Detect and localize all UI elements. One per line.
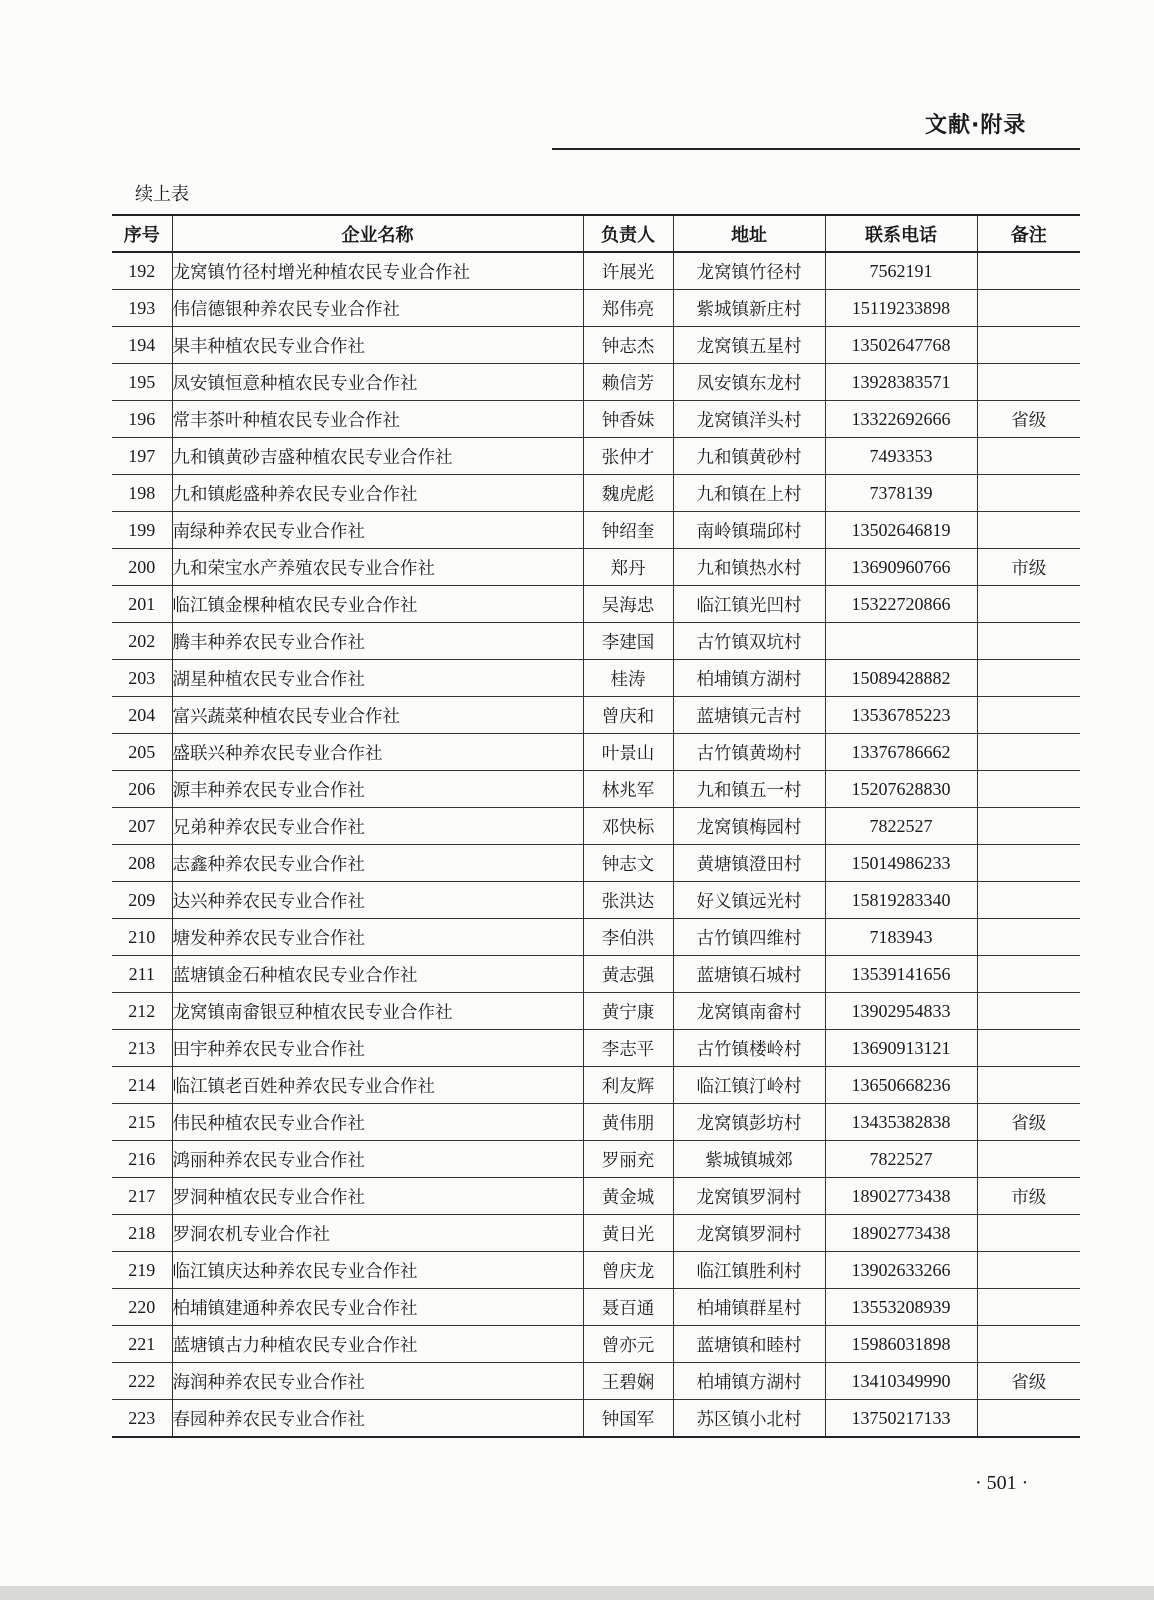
cell-serial-number: 193	[112, 290, 172, 327]
cell-person-in-charge: 许展光	[583, 252, 673, 290]
cell-person-in-charge: 钟香妹	[583, 401, 673, 438]
cell-remarks	[977, 956, 1080, 993]
table-row	[112, 364, 1080, 401]
cell-remarks: 省级	[977, 401, 1080, 438]
cell-company-name: 柏埔镇建通种养农民专业合作社	[172, 1289, 583, 1326]
cell-company-name: 湖星种植农民专业合作社	[172, 660, 583, 697]
cell-phone: 7562191	[825, 252, 977, 290]
cell-remarks	[977, 845, 1080, 882]
cell-person-in-charge: 黄日光	[583, 1215, 673, 1252]
cell-address: 凤安镇东龙村	[673, 364, 825, 401]
cell-serial-number: 205	[112, 734, 172, 771]
table-row	[112, 549, 1080, 586]
cell-person-in-charge: 魏虎彪	[583, 475, 673, 512]
cell-serial-number: 221	[112, 1326, 172, 1363]
cell-address: 龙窝镇梅园村	[673, 808, 825, 845]
table-row	[112, 401, 1080, 438]
cell-remarks	[977, 1326, 1080, 1363]
table-row	[112, 956, 1080, 993]
cell-remarks	[977, 512, 1080, 549]
table-row	[112, 290, 1080, 327]
cell-remarks	[977, 1141, 1080, 1178]
cell-remarks: 省级	[977, 1363, 1080, 1400]
cell-phone: 13902633266	[825, 1252, 977, 1289]
cell-person-in-charge: 吴海忠	[583, 586, 673, 623]
cell-company-name: 塘发种养农民专业合作社	[172, 919, 583, 956]
cell-company-name: 南绿种养农民专业合作社	[172, 512, 583, 549]
table-row	[112, 512, 1080, 549]
cell-remarks: 市级	[977, 549, 1080, 586]
cell-address: 柏埔镇群星村	[673, 1289, 825, 1326]
cell-address: 蓝塘镇元吉村	[673, 697, 825, 734]
cell-serial-number: 203	[112, 660, 172, 697]
cell-serial-number: 202	[112, 623, 172, 660]
cell-remarks	[977, 1400, 1080, 1438]
cell-person-in-charge: 钟志杰	[583, 327, 673, 364]
cell-remarks	[977, 734, 1080, 771]
cell-phone: 13902954833	[825, 993, 977, 1030]
cell-address: 龙窝镇罗洞村	[673, 1178, 825, 1215]
cell-phone: 15819283340	[825, 882, 977, 919]
cell-address: 龙窝镇竹径村	[673, 252, 825, 290]
cell-phone: 7378139	[825, 475, 977, 512]
cell-phone: 13750217133	[825, 1400, 977, 1438]
cell-remarks	[977, 475, 1080, 512]
cell-address: 九和镇黄砂村	[673, 438, 825, 475]
cell-address: 九和镇热水村	[673, 549, 825, 586]
cell-phone: 13376786662	[825, 734, 977, 771]
cell-phone: 13502646819	[825, 512, 977, 549]
cell-phone: 7493353	[825, 438, 977, 475]
cell-company-name: 达兴种养农民专业合作社	[172, 882, 583, 919]
cell-phone: 7183943	[825, 919, 977, 956]
cell-person-in-charge: 利友辉	[583, 1067, 673, 1104]
cell-company-name: 临江镇庆达种养农民专业合作社	[172, 1252, 583, 1289]
cell-phone: 13536785223	[825, 697, 977, 734]
cell-serial-number: 212	[112, 993, 172, 1030]
cell-phone: 15322720866	[825, 586, 977, 623]
header-remarks: 备注	[977, 215, 1080, 252]
cell-serial-number: 201	[112, 586, 172, 623]
cell-person-in-charge: 赖信芳	[583, 364, 673, 401]
cell-remarks	[977, 327, 1080, 364]
cell-serial-number: 199	[112, 512, 172, 549]
cell-address: 临江镇胜利村	[673, 1252, 825, 1289]
continuation-label: 续上表	[135, 184, 189, 205]
table-row	[112, 438, 1080, 475]
header-address: 地址	[673, 215, 825, 252]
cell-serial-number: 214	[112, 1067, 172, 1104]
table-row	[112, 1400, 1080, 1438]
cell-company-name: 罗洞种植农民专业合作社	[172, 1178, 583, 1215]
cell-address: 临江镇光凹村	[673, 586, 825, 623]
cell-phone: 13410349990	[825, 1363, 977, 1400]
cell-remarks	[977, 290, 1080, 327]
cell-person-in-charge: 李伯洪	[583, 919, 673, 956]
cell-remarks	[977, 919, 1080, 956]
table-row	[112, 327, 1080, 364]
cell-address: 龙窝镇洋头村	[673, 401, 825, 438]
cell-serial-number: 209	[112, 882, 172, 919]
cell-serial-number: 192	[112, 252, 172, 290]
cell-person-in-charge: 黄志强	[583, 956, 673, 993]
table-row	[112, 697, 1080, 734]
cell-phone: 15089428882	[825, 660, 977, 697]
cell-serial-number: 196	[112, 401, 172, 438]
table-row	[112, 586, 1080, 623]
cell-company-name: 兄弟种养农民专业合作社	[172, 808, 583, 845]
cell-phone	[825, 623, 977, 660]
cell-person-in-charge: 钟国军	[583, 1400, 673, 1438]
cell-phone: 13539141656	[825, 956, 977, 993]
cell-serial-number: 217	[112, 1178, 172, 1215]
cell-phone: 18902773438	[825, 1178, 977, 1215]
header-serial-number: 序号	[112, 215, 172, 252]
cell-remarks	[977, 364, 1080, 401]
cell-phone: 13690913121	[825, 1030, 977, 1067]
table-header-row	[112, 215, 1080, 252]
cell-company-name: 九和荣宝水产养殖农民专业合作社	[172, 549, 583, 586]
cell-person-in-charge: 黄金城	[583, 1178, 673, 1215]
cell-address: 南岭镇瑞邱村	[673, 512, 825, 549]
cell-remarks: 市级	[977, 1178, 1080, 1215]
cell-person-in-charge: 钟绍奎	[583, 512, 673, 549]
cell-person-in-charge: 李志平	[583, 1030, 673, 1067]
cell-company-name: 蓝塘镇古力种植农民专业合作社	[172, 1326, 583, 1363]
scan-bottom-edge	[0, 1586, 1154, 1600]
cell-serial-number: 216	[112, 1141, 172, 1178]
cell-remarks	[977, 882, 1080, 919]
cell-serial-number: 215	[112, 1104, 172, 1141]
table-row	[112, 1104, 1080, 1141]
cell-address: 龙窝镇彭坊村	[673, 1104, 825, 1141]
cell-company-name: 罗洞农机专业合作社	[172, 1215, 583, 1252]
cell-address: 柏埔镇方湖村	[673, 1363, 825, 1400]
cell-address: 九和镇在上村	[673, 475, 825, 512]
header-phone: 联系电话	[825, 215, 977, 252]
cell-remarks	[977, 1215, 1080, 1252]
header-rule	[552, 148, 1080, 150]
cell-phone: 15207628830	[825, 771, 977, 808]
cell-remarks	[977, 252, 1080, 290]
table-row	[112, 1067, 1080, 1104]
cell-person-in-charge: 王碧娴	[583, 1363, 673, 1400]
cell-address: 古竹镇楼岭村	[673, 1030, 825, 1067]
cell-remarks	[977, 808, 1080, 845]
cell-phone: 7822527	[825, 808, 977, 845]
cell-serial-number: 206	[112, 771, 172, 808]
cell-company-name: 伟信德银种养农民专业合作社	[172, 290, 583, 327]
cell-company-name: 鸿丽种养农民专业合作社	[172, 1141, 583, 1178]
cell-person-in-charge: 曾庆龙	[583, 1252, 673, 1289]
cell-serial-number: 211	[112, 956, 172, 993]
cell-serial-number: 220	[112, 1289, 172, 1326]
cooperatives-table	[112, 214, 1080, 1438]
cell-serial-number: 200	[112, 549, 172, 586]
cell-phone: 15014986233	[825, 845, 977, 882]
cell-address: 临江镇汀岭村	[673, 1067, 825, 1104]
cell-serial-number: 207	[112, 808, 172, 845]
cell-serial-number: 198	[112, 475, 172, 512]
table-row	[112, 919, 1080, 956]
cell-address: 黄塘镇澄田村	[673, 845, 825, 882]
cell-person-in-charge: 张洪达	[583, 882, 673, 919]
cell-remarks	[977, 623, 1080, 660]
cell-serial-number: 222	[112, 1363, 172, 1400]
table-row	[112, 660, 1080, 697]
cell-serial-number: 208	[112, 845, 172, 882]
cell-person-in-charge: 邓快标	[583, 808, 673, 845]
table-row	[112, 1141, 1080, 1178]
table-row	[112, 623, 1080, 660]
cell-address: 蓝塘镇和睦村	[673, 1326, 825, 1363]
table-row	[112, 475, 1080, 512]
cell-phone: 13690960766	[825, 549, 977, 586]
cell-address: 龙窝镇罗洞村	[673, 1215, 825, 1252]
cell-address: 柏埔镇方湖村	[673, 660, 825, 697]
table-row	[112, 252, 1080, 290]
table-row	[112, 1363, 1080, 1400]
cell-address: 紫城镇城郊	[673, 1141, 825, 1178]
cell-person-in-charge: 郑丹	[583, 549, 673, 586]
table-row	[112, 808, 1080, 845]
cell-company-name: 龙窝镇竹径村增光种植农民专业合作社	[172, 252, 583, 290]
cell-remarks	[977, 1289, 1080, 1326]
table-row	[112, 1030, 1080, 1067]
cell-remarks: 省级	[977, 1104, 1080, 1141]
cell-remarks	[977, 438, 1080, 475]
cell-phone: 7822527	[825, 1141, 977, 1178]
cell-company-name: 伟民种植农民专业合作社	[172, 1104, 583, 1141]
cell-serial-number: 223	[112, 1400, 172, 1438]
cell-company-name: 田宇种养农民专业合作社	[172, 1030, 583, 1067]
cell-company-name: 海润种养农民专业合作社	[172, 1363, 583, 1400]
table-row	[112, 1326, 1080, 1363]
cell-company-name: 源丰种养农民专业合作社	[172, 771, 583, 808]
cell-address: 蓝塘镇石城村	[673, 956, 825, 993]
cell-remarks	[977, 1030, 1080, 1067]
cell-company-name: 腾丰种养农民专业合作社	[172, 623, 583, 660]
cell-company-name: 临江镇老百姓种养农民专业合作社	[172, 1067, 583, 1104]
cell-serial-number: 195	[112, 364, 172, 401]
cell-phone: 13553208939	[825, 1289, 977, 1326]
cell-company-name: 龙窝镇南畲银豆种植农民专业合作社	[172, 993, 583, 1030]
cell-person-in-charge: 曾庆和	[583, 697, 673, 734]
cell-phone: 15119233898	[825, 290, 977, 327]
table-row	[112, 771, 1080, 808]
cell-company-name: 春园种养农民专业合作社	[172, 1400, 583, 1438]
cell-serial-number: 218	[112, 1215, 172, 1252]
table-row	[112, 1215, 1080, 1252]
cell-remarks	[977, 660, 1080, 697]
table-row	[112, 1178, 1080, 1215]
page-number: · 501 ·	[975, 1472, 1029, 1494]
cell-person-in-charge: 桂涛	[583, 660, 673, 697]
cell-address: 苏区镇小北村	[673, 1400, 825, 1438]
cell-phone: 15986031898	[825, 1326, 977, 1363]
cell-remarks	[977, 771, 1080, 808]
cell-remarks	[977, 1067, 1080, 1104]
cell-address: 龙窝镇五星村	[673, 327, 825, 364]
cell-address: 古竹镇四维村	[673, 919, 825, 956]
cell-serial-number: 194	[112, 327, 172, 364]
table-row	[112, 845, 1080, 882]
cell-phone: 13322692666	[825, 401, 977, 438]
cell-company-name: 蓝塘镇金石种植农民专业合作社	[172, 956, 583, 993]
cell-serial-number: 219	[112, 1252, 172, 1289]
cell-serial-number: 197	[112, 438, 172, 475]
cell-serial-number: 204	[112, 697, 172, 734]
cell-person-in-charge: 叶景山	[583, 734, 673, 771]
cell-phone: 18902773438	[825, 1215, 977, 1252]
cell-company-name: 盛联兴种养农民专业合作社	[172, 734, 583, 771]
cell-company-name: 果丰种植农民专业合作社	[172, 327, 583, 364]
header-company-name: 企业名称	[172, 215, 583, 252]
cell-person-in-charge: 林兆军	[583, 771, 673, 808]
cell-company-name: 九和镇黄砂吉盛种植农民专业合作社	[172, 438, 583, 475]
cell-company-name: 志鑫种养农民专业合作社	[172, 845, 583, 882]
cell-person-in-charge: 郑伟亮	[583, 290, 673, 327]
cell-person-in-charge: 张仲才	[583, 438, 673, 475]
cell-person-in-charge: 李建国	[583, 623, 673, 660]
table-row	[112, 993, 1080, 1030]
cell-serial-number: 210	[112, 919, 172, 956]
table-row	[112, 734, 1080, 771]
cell-remarks	[977, 1252, 1080, 1289]
cell-phone: 13435382838	[825, 1104, 977, 1141]
cell-company-name: 临江镇金棵种植农民专业合作社	[172, 586, 583, 623]
cell-address: 古竹镇黄坳村	[673, 734, 825, 771]
cell-person-in-charge: 钟志文	[583, 845, 673, 882]
header-person-in-charge: 负责人	[583, 215, 673, 252]
cell-phone: 13928383571	[825, 364, 977, 401]
cell-serial-number: 213	[112, 1030, 172, 1067]
table-body	[112, 252, 1080, 1437]
cell-address: 九和镇五一村	[673, 771, 825, 808]
cell-phone: 13502647768	[825, 327, 977, 364]
page-header-title: 文献·附录	[925, 113, 1027, 138]
table-row	[112, 1289, 1080, 1326]
cell-person-in-charge: 黄伟朋	[583, 1104, 673, 1141]
cell-remarks	[977, 993, 1080, 1030]
cell-person-in-charge: 聂百通	[583, 1289, 673, 1326]
cell-address: 古竹镇双坑村	[673, 623, 825, 660]
cell-phone: 13650668236	[825, 1067, 977, 1104]
cell-company-name: 常丰茶叶种植农民专业合作社	[172, 401, 583, 438]
cell-person-in-charge: 罗丽充	[583, 1141, 673, 1178]
cell-person-in-charge: 曾亦元	[583, 1326, 673, 1363]
cell-remarks	[977, 586, 1080, 623]
cell-company-name: 富兴蔬菜种植农民专业合作社	[172, 697, 583, 734]
cell-address: 龙窝镇南畲村	[673, 993, 825, 1030]
cell-address: 紫城镇新庄村	[673, 290, 825, 327]
cell-company-name: 凤安镇恒意种植农民专业合作社	[172, 364, 583, 401]
table-row	[112, 1252, 1080, 1289]
cell-address: 好义镇远光村	[673, 882, 825, 919]
cell-person-in-charge: 黄宁康	[583, 993, 673, 1030]
cell-remarks	[977, 697, 1080, 734]
table-row	[112, 882, 1080, 919]
cell-company-name: 九和镇彪盛种养农民专业合作社	[172, 475, 583, 512]
